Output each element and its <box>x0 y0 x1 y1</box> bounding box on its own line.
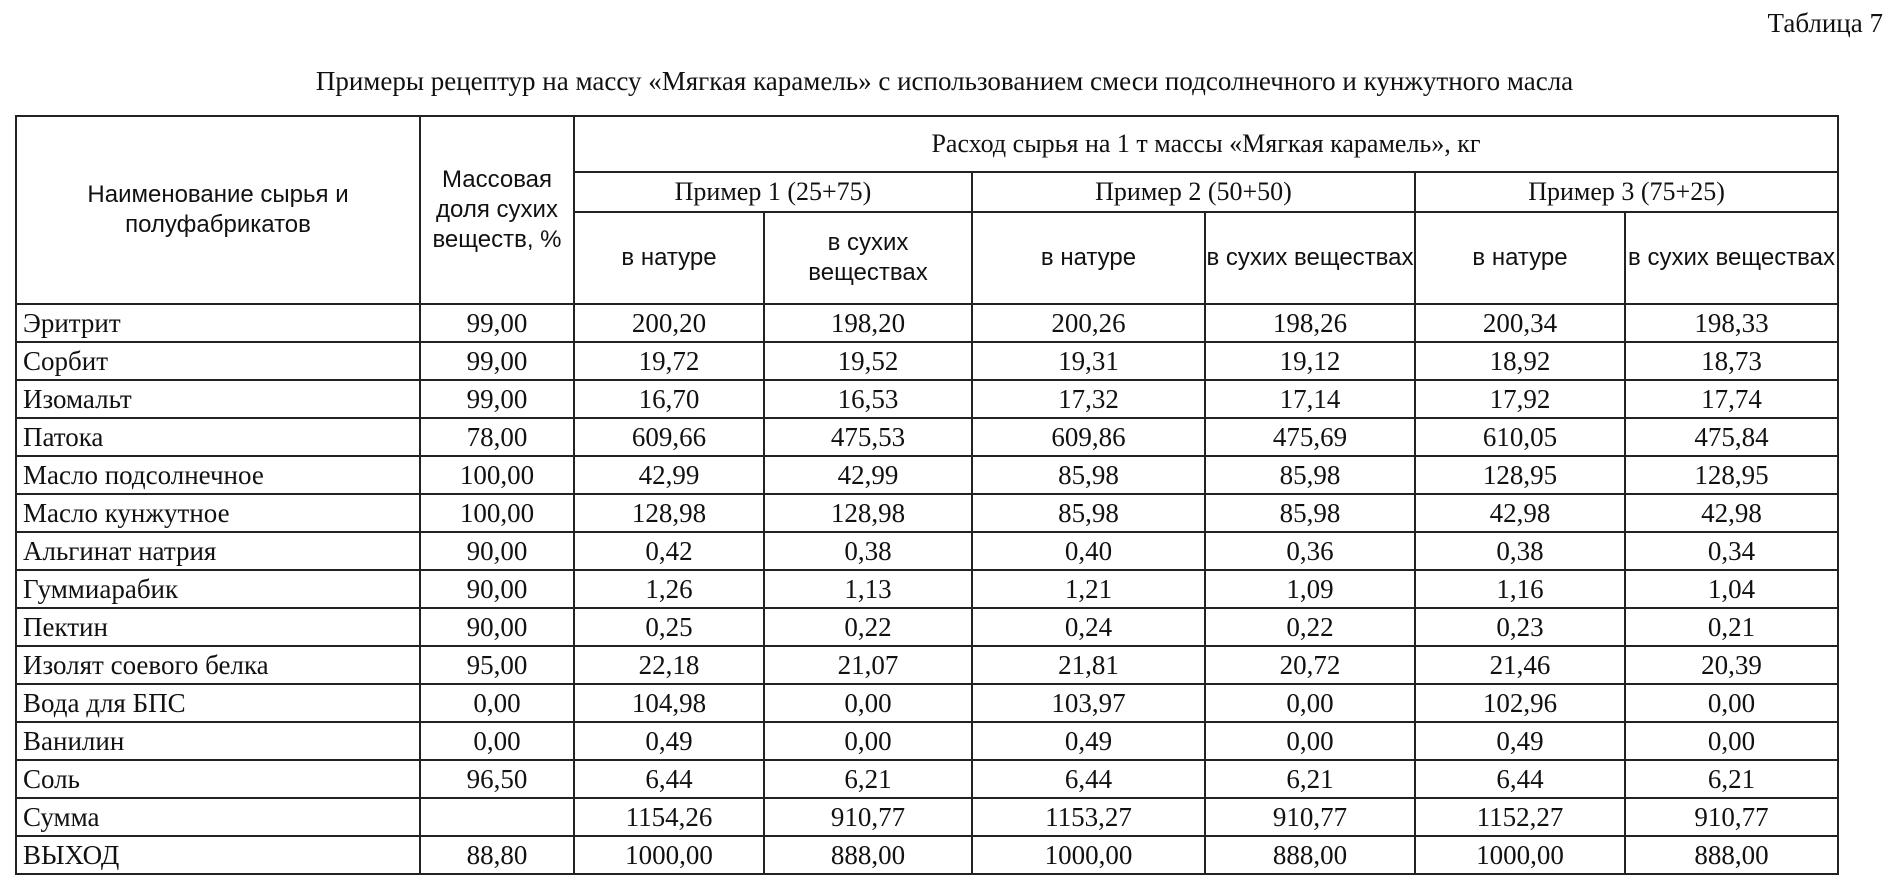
value-in-dry: 128,95 <box>1625 456 1838 494</box>
value-in-nature: 1153,27 <box>972 798 1205 836</box>
ingredient-name: Масло подсолнечное <box>16 456 420 494</box>
value-in-nature: 17,92 <box>1415 380 1625 418</box>
value-in-nature: 0,49 <box>1415 722 1625 760</box>
value-in-nature: 1154,26 <box>574 798 764 836</box>
dry-matter-value: 100,00 <box>420 456 574 494</box>
dry-matter-value: 100,00 <box>420 494 574 532</box>
ingredient-name: Альгинат натрия <box>16 532 420 570</box>
ingredient-name: Гуммиарабик <box>16 570 420 608</box>
value-in-nature: 104,98 <box>574 684 764 722</box>
value-in-dry: 0,00 <box>764 722 972 760</box>
ingredient-name: Сумма <box>16 798 420 836</box>
value-in-dry: 1,13 <box>764 570 972 608</box>
value-in-dry: 1,04 <box>1625 570 1838 608</box>
value-in-nature: 42,99 <box>574 456 764 494</box>
header-dry-matter-column: Массовая доля сухих веществ, % <box>420 116 574 304</box>
value-in-nature: 6,44 <box>574 760 764 798</box>
value-in-dry: 21,07 <box>764 646 972 684</box>
value-in-nature: 18,92 <box>1415 342 1625 380</box>
table-row <box>16 684 1838 722</box>
value-in-dry: 910,77 <box>1625 798 1838 836</box>
value-in-dry: 42,98 <box>1625 494 1838 532</box>
header-example-1: Пример 1 (25+75) <box>574 172 972 212</box>
value-in-dry: 0,34 <box>1625 532 1838 570</box>
value-in-dry: 198,20 <box>764 304 972 342</box>
table-row <box>16 342 1838 380</box>
value-in-nature: 0,40 <box>972 532 1205 570</box>
value-in-dry: 1,09 <box>1205 570 1415 608</box>
ingredient-name: Патока <box>16 418 420 456</box>
value-in-dry: 0,00 <box>1625 722 1838 760</box>
table-row <box>16 722 1838 760</box>
dry-matter-value: 90,00 <box>420 570 574 608</box>
table-row <box>16 836 1838 874</box>
value-in-nature: 102,96 <box>1415 684 1625 722</box>
value-in-nature: 1,21 <box>972 570 1205 608</box>
table-row <box>16 304 1838 342</box>
header-in-nature: в натуре <box>1415 212 1625 304</box>
value-in-dry: 475,84 <box>1625 418 1838 456</box>
value-in-nature: 17,32 <box>972 380 1205 418</box>
dry-matter-value: 88,80 <box>420 836 574 874</box>
header-consumption: Расход сырья на 1 т массы «Мягкая карамель», кг <box>574 116 1838 172</box>
table-row <box>16 380 1838 418</box>
value-in-nature: 128,98 <box>574 494 764 532</box>
table-row <box>16 570 1838 608</box>
dry-matter-value: 99,00 <box>420 342 574 380</box>
value-in-dry: 198,26 <box>1205 304 1415 342</box>
value-in-dry: 6,21 <box>1205 760 1415 798</box>
dry-matter-value: 96,50 <box>420 760 574 798</box>
table-caption: Примеры рецептур на массу «Мягкая карамель» с использованием смеси подсолнечного и кунжутного масла <box>315 66 1574 96</box>
ingredient-name: Вода для БПС <box>16 684 420 722</box>
table-row <box>16 418 1838 456</box>
value-in-nature: 1,26 <box>574 570 764 608</box>
value-in-dry: 18,73 <box>1625 342 1838 380</box>
value-in-nature: 0,42 <box>574 532 764 570</box>
value-in-nature: 21,46 <box>1415 646 1625 684</box>
value-in-nature: 22,18 <box>574 646 764 684</box>
value-in-nature: 85,98 <box>972 456 1205 494</box>
value-in-nature: 609,66 <box>574 418 764 456</box>
dry-matter-value: 90,00 <box>420 532 574 570</box>
ingredient-name: Эритрит <box>16 304 420 342</box>
value-in-dry: 910,77 <box>1205 798 1415 836</box>
value-in-dry: 0,21 <box>1625 608 1838 646</box>
value-in-dry: 888,00 <box>1205 836 1415 874</box>
value-in-nature: 103,97 <box>972 684 1205 722</box>
dry-matter-value: 0,00 <box>420 684 574 722</box>
value-in-nature: 609,86 <box>972 418 1205 456</box>
value-in-nature: 0,24 <box>972 608 1205 646</box>
dry-matter-value: 78,00 <box>420 418 574 456</box>
value-in-nature: 0,23 <box>1415 608 1625 646</box>
value-in-nature: 0,49 <box>574 722 764 760</box>
value-in-dry: 128,98 <box>764 494 972 532</box>
header-row-1 <box>16 116 1838 172</box>
header-example-2: Пример 2 (50+50) <box>972 172 1415 212</box>
header-in-nature: в натуре <box>574 212 764 304</box>
value-in-dry: 85,98 <box>1205 456 1415 494</box>
value-in-dry: 0,00 <box>1205 684 1415 722</box>
header-example-3: Пример 3 (75+25) <box>1415 172 1838 212</box>
value-in-nature: 19,72 <box>574 342 764 380</box>
value-in-dry: 910,77 <box>764 798 972 836</box>
header-name-column: Наименование сырья и полуфабрикатов <box>16 116 420 304</box>
value-in-dry: 85,98 <box>1205 494 1415 532</box>
value-in-nature: 1,16 <box>1415 570 1625 608</box>
value-in-dry: 19,12 <box>1205 342 1415 380</box>
value-in-nature: 0,25 <box>574 608 764 646</box>
value-in-nature: 0,38 <box>1415 532 1625 570</box>
value-in-nature: 6,44 <box>972 760 1205 798</box>
dry-matter-value: 95,00 <box>420 646 574 684</box>
value-in-nature: 200,26 <box>972 304 1205 342</box>
value-in-nature: 1152,27 <box>1415 798 1625 836</box>
value-in-dry: 17,74 <box>1625 380 1838 418</box>
ingredient-name: ВЫХОД <box>16 836 420 874</box>
value-in-dry: 6,21 <box>764 760 972 798</box>
dry-matter-value: 99,00 <box>420 380 574 418</box>
table-row <box>16 532 1838 570</box>
dry-matter-value <box>420 798 574 836</box>
value-in-dry: 0,00 <box>764 684 972 722</box>
value-in-dry: 888,00 <box>764 836 972 874</box>
value-in-dry: 0,22 <box>1205 608 1415 646</box>
value-in-nature: 610,05 <box>1415 418 1625 456</box>
value-in-dry: 888,00 <box>1625 836 1838 874</box>
dry-matter-value: 0,00 <box>420 722 574 760</box>
value-in-nature: 85,98 <box>972 494 1205 532</box>
value-in-nature: 200,20 <box>574 304 764 342</box>
header-in-dry: в сухих веществах <box>1625 212 1838 304</box>
value-in-dry: 42,99 <box>764 456 972 494</box>
ingredient-name: Изолят соевого белка <box>16 646 420 684</box>
value-in-dry: 0,00 <box>1625 684 1838 722</box>
ingredient-name: Масло кунжутное <box>16 494 420 532</box>
value-in-dry: 0,22 <box>764 608 972 646</box>
value-in-dry: 198,33 <box>1625 304 1838 342</box>
table-number: Таблица 7 <box>1767 8 1883 38</box>
value-in-dry: 0,36 <box>1205 532 1415 570</box>
table-row <box>16 608 1838 646</box>
value-in-nature: 19,31 <box>972 342 1205 380</box>
value-in-dry: 20,72 <box>1205 646 1415 684</box>
value-in-dry: 6,21 <box>1625 760 1838 798</box>
value-in-nature: 200,34 <box>1415 304 1625 342</box>
header-in-dry: в сухих веществах <box>1205 212 1415 304</box>
table-row <box>16 798 1838 836</box>
ingredient-name: Изомальт <box>16 380 420 418</box>
value-in-dry: 17,14 <box>1205 380 1415 418</box>
ingredient-name: Сорбит <box>16 342 420 380</box>
value-in-nature: 6,44 <box>1415 760 1625 798</box>
value-in-nature: 128,95 <box>1415 456 1625 494</box>
value-in-dry: 0,00 <box>1205 722 1415 760</box>
value-in-nature: 1000,00 <box>1415 836 1625 874</box>
table-body <box>16 304 1838 874</box>
table-row <box>16 456 1838 494</box>
value-in-nature: 16,70 <box>574 380 764 418</box>
value-in-dry: 475,53 <box>764 418 972 456</box>
value-in-nature: 42,98 <box>1415 494 1625 532</box>
recipe-table <box>15 115 1839 875</box>
ingredient-name: Ванилин <box>16 722 420 760</box>
value-in-dry: 16,53 <box>764 380 972 418</box>
header-in-dry: в сухих веществах <box>764 212 972 304</box>
header-in-nature: в натуре <box>972 212 1205 304</box>
value-in-nature: 1000,00 <box>574 836 764 874</box>
table-row <box>16 646 1838 684</box>
table-row <box>16 494 1838 532</box>
ingredient-name: Пектин <box>16 608 420 646</box>
value-in-nature: 0,49 <box>972 722 1205 760</box>
value-in-dry: 19,52 <box>764 342 972 380</box>
value-in-nature: 1000,00 <box>972 836 1205 874</box>
value-in-dry: 0,38 <box>764 532 972 570</box>
value-in-dry: 475,69 <box>1205 418 1415 456</box>
value-in-nature: 21,81 <box>972 646 1205 684</box>
dry-matter-value: 90,00 <box>420 608 574 646</box>
ingredient-name: Соль <box>16 760 420 798</box>
table-row <box>16 760 1838 798</box>
value-in-dry: 20,39 <box>1625 646 1838 684</box>
dry-matter-value: 99,00 <box>420 304 574 342</box>
